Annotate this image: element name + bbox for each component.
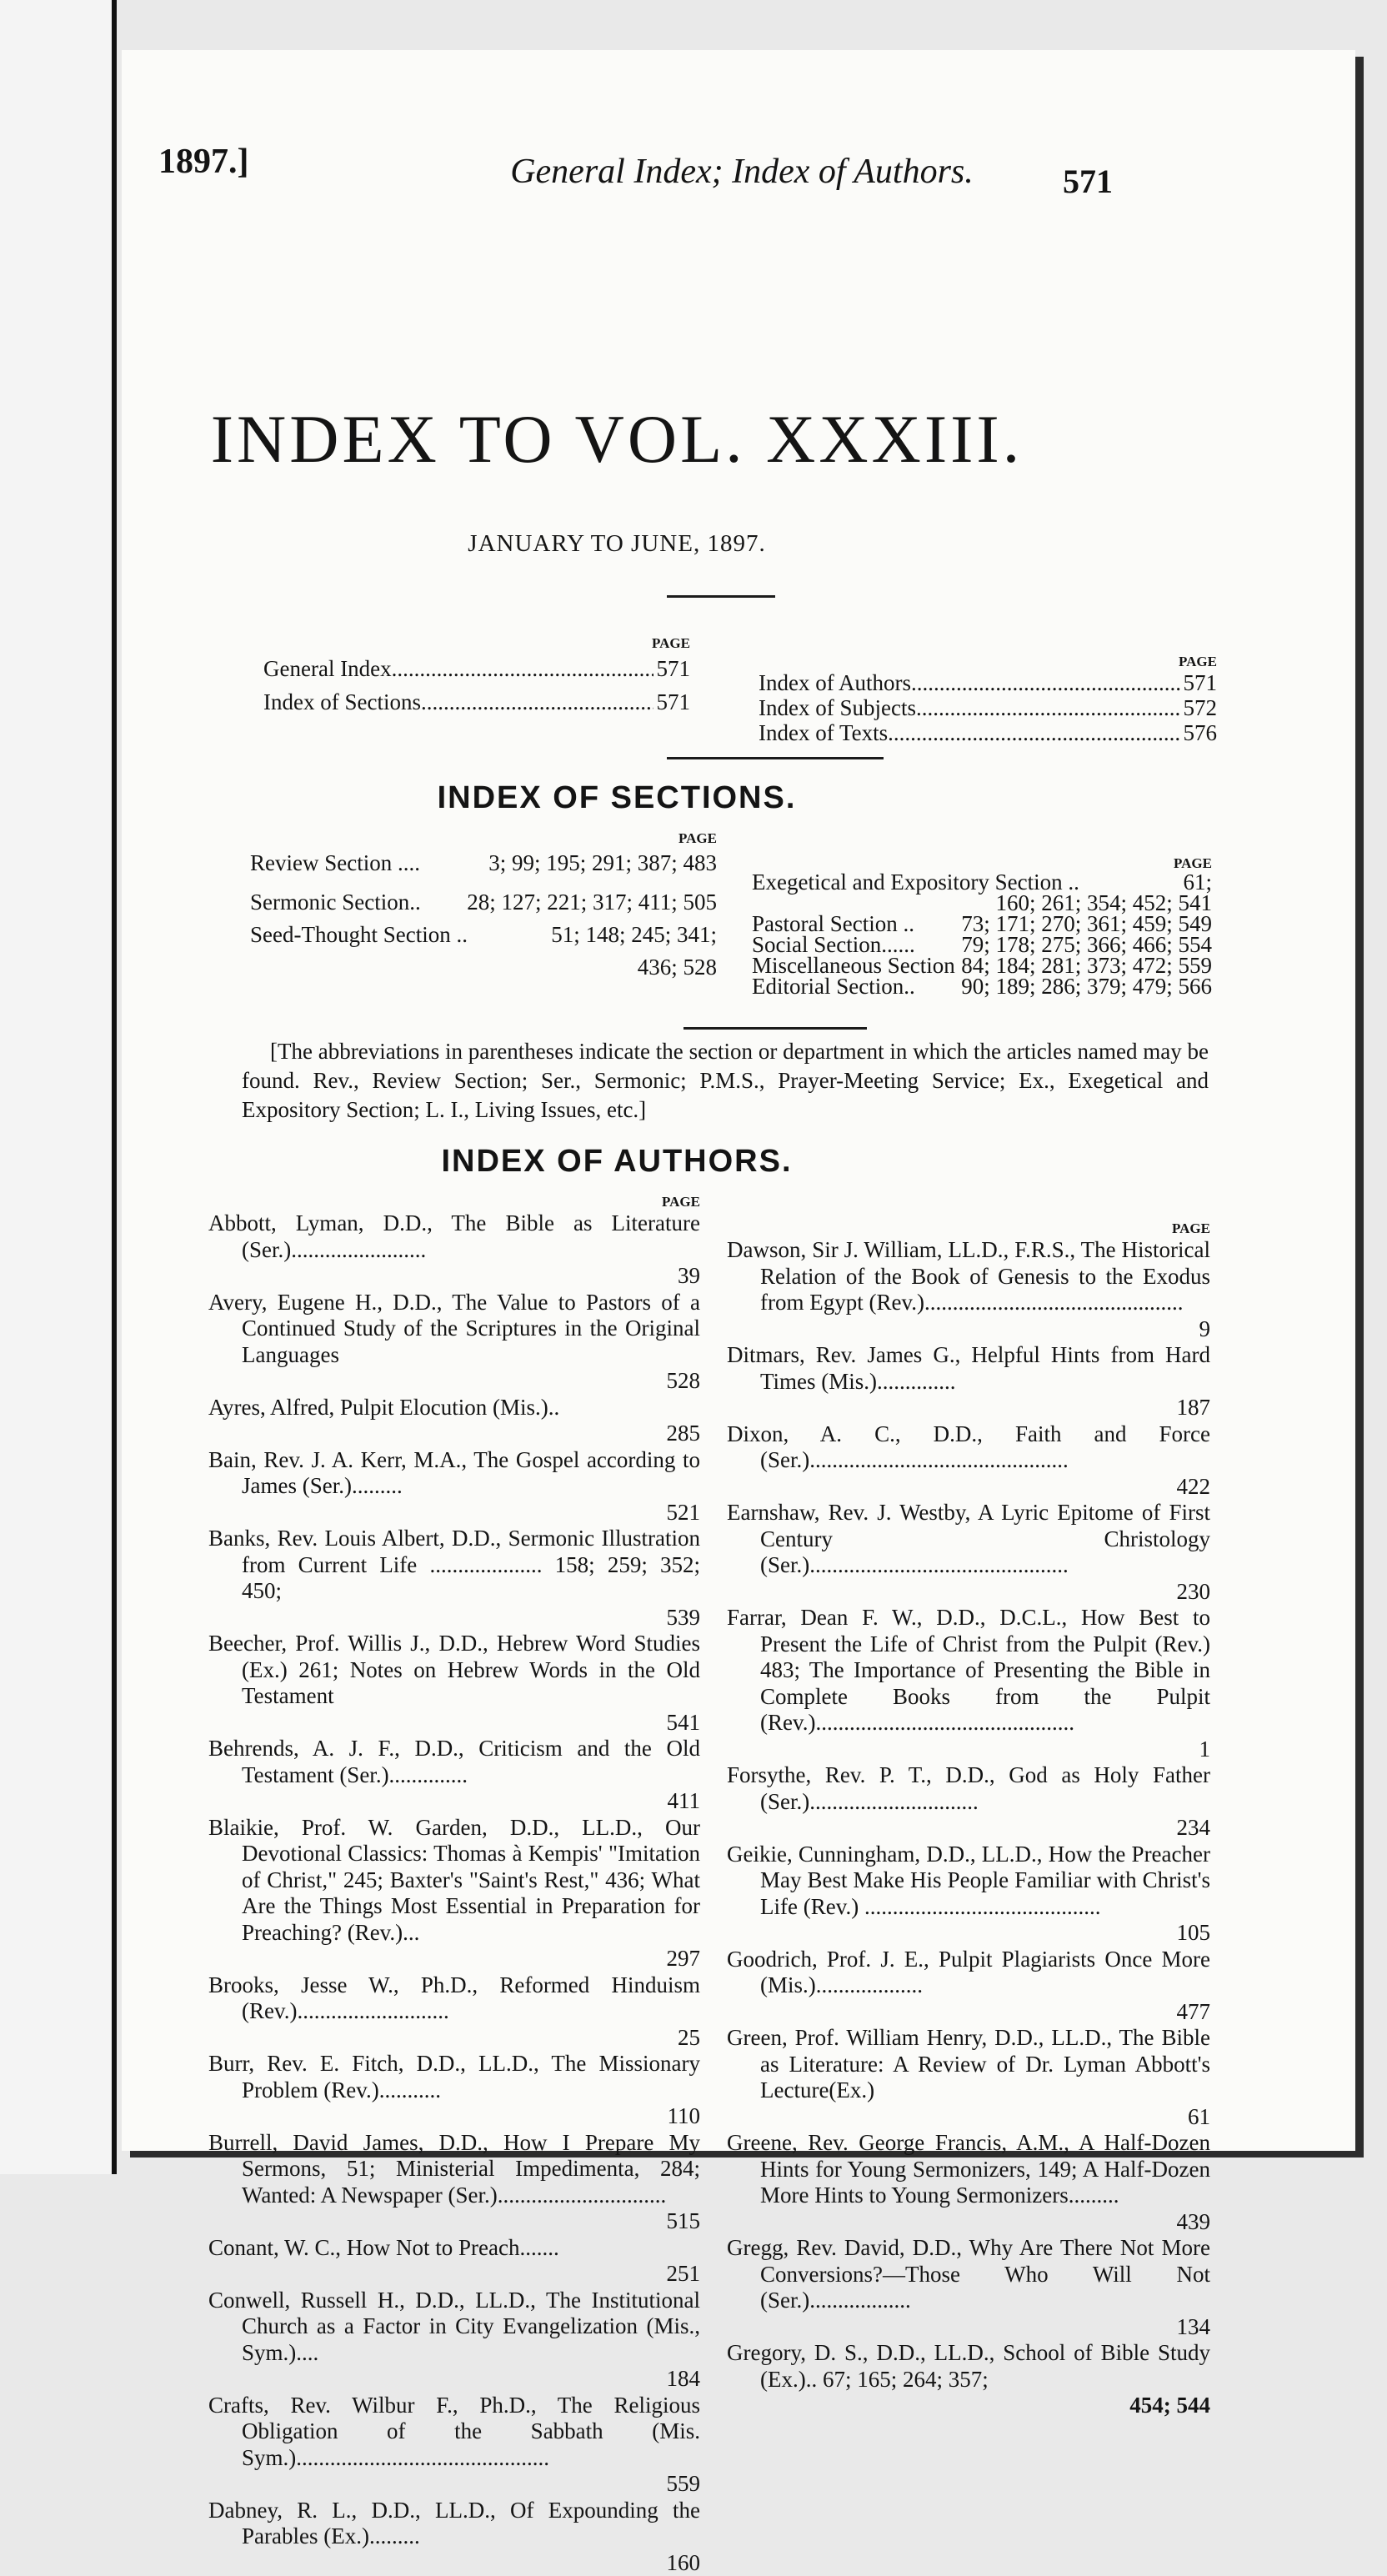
author-entry-text: Behrends, A. J. F., D.D., Criticism and the Old Testament (Ser.).............. — [208, 1736, 700, 1788]
author-entry — [727, 1762, 1210, 1842]
author-entry-text: Burr, Rev. E. Fitch, D.D., LL.D., The Missionary Problem (Rev.)........... — [208, 2051, 700, 2103]
author-entry — [727, 1421, 1210, 1501]
author-entry-text: Gregory, D. S., D.D., LL.D., School of Bible Study (Ex.).. 67; 165; 264; 357; — [727, 2340, 1210, 2393]
author-entry — [727, 1237, 1210, 1342]
section-pages: 84; 184; 281; 373; 472; 559 — [961, 955, 1212, 976]
author-entry-page: 521 — [208, 1500, 700, 1526]
section-name: Seed-Thought Section .. — [250, 919, 551, 951]
author-entry-page: 454; 544 — [727, 2393, 1210, 2419]
author-entry — [727, 1500, 1210, 1605]
author-entry-text: Earnshaw, Rev. J. Westby, A Lyric Epitome of First Century Christology (Ser.).............................................. — [727, 1500, 1210, 1579]
section-name: Pastoral Section .. — [752, 914, 961, 935]
author-entry — [727, 2130, 1210, 2235]
sections-page-label: PAGE — [752, 855, 1212, 872]
authors-right-column — [727, 1220, 1210, 2419]
author-entry-text: Geikie, Cunningham, D.D., LL.D., How the Preacher May Best Make His People Familiar with Christ's Life (Rev.) .......................................... — [727, 1842, 1210, 1921]
page-number: 571 — [1063, 162, 1113, 201]
author-entry — [208, 1447, 700, 1526]
contents-item — [759, 670, 1217, 695]
author-entry-text: Ayres, Alfred, Pulpit Elocution (Mis.).. — [208, 1395, 700, 1421]
authors-left-column — [208, 1194, 700, 2576]
author-entry-text: Crafts, Rev. Wilbur F., Ph.D., The Religious Obligation of the Sabbath (Mis. Sym.)............................................. — [208, 2393, 700, 2472]
leader-dots — [421, 685, 653, 719]
sections-left — [250, 840, 717, 984]
author-entry — [727, 1605, 1210, 1762]
author-entry — [208, 1395, 700, 1447]
leader-dots — [888, 720, 1179, 745]
author-entry — [208, 2130, 700, 2235]
author-entry-text: Brooks, Jesse W., Ph.D., Reformed Hinduism (Rev.)........................... — [208, 1972, 700, 2025]
section-name: Sermonic Section.. — [250, 886, 467, 919]
author-entry — [208, 2288, 700, 2393]
author-entry-page: 39 — [208, 1263, 700, 1290]
section-pages-continued: 160; 261; 354; 452; 541 — [752, 893, 1212, 914]
section-pages: 61; — [1183, 872, 1212, 893]
contents-rule — [667, 757, 884, 759]
author-entry-text: Forsythe, Rev. P. T., D.D., God as Holy Father (Ser.).............................. — [727, 1762, 1210, 1815]
author-entry-text: Goodrich, Prof. J. E., Pulpit Plagiarists Once More (Mis.)................... — [727, 1947, 1210, 1999]
index-subtitle: JANUARY TO JUNE, 1897. — [158, 530, 1075, 558]
contents-left — [263, 635, 690, 719]
contents-page-label: PAGE — [263, 635, 690, 652]
author-entry-page: 134 — [727, 2314, 1210, 2341]
author-entry-page: 559 — [208, 2471, 700, 2498]
author-entry-page: 187 — [727, 1395, 1210, 1421]
contents-item-label: General Index — [263, 652, 392, 685]
contents-item — [263, 652, 690, 685]
author-entry-page: 110 — [208, 2103, 700, 2130]
authors-page-label: PAGE — [208, 1194, 700, 1210]
header-year: 1897.] — [158, 142, 249, 182]
author-entry-page: 539 — [208, 1605, 700, 1631]
author-entry-page: 411 — [208, 1788, 700, 1815]
section-pages: 73; 171; 270; 361; 459; 549 — [961, 914, 1212, 935]
running-title: General Index; Index of Authors. — [400, 152, 1084, 192]
author-entry-text: Green, Prof. William Henry, D.D., LL.D., The Bible as Literature: A Review of Dr. Lyman Abbott's Lecture(Ex.) — [727, 2025, 1210, 2104]
contents-item-page: 576 — [1180, 720, 1218, 745]
author-entry-text: Conant, W. C., How Not to Preach....... — [208, 2235, 700, 2262]
sections-heading: INDEX OF SECTIONS. — [158, 780, 1075, 816]
author-entry-text: Greene, Rev. George Francis, A.M., A Half-Dozen Hints for Young Sermonizers, 149; A Half-Dozen More Hints to Young Sermonizers......... — [727, 2130, 1210, 2209]
facing-page-edge — [0, 0, 117, 2174]
author-entry-text: Dixon, A. C., D.D., Faith and Force (Ser.).............................................. — [727, 1421, 1210, 1474]
author-entry — [727, 1342, 1210, 1421]
section-name: Editorial Section.. — [752, 976, 961, 997]
author-entry-page: 25 — [208, 2025, 700, 2052]
author-entry-page: 297 — [208, 1946, 700, 1972]
contents-item-page: 572 — [1180, 695, 1218, 720]
author-entry-text: Dabney, R. L., D.D., LL.D., Of Expounding the Parables (Ex.)......... — [208, 2498, 700, 2550]
authors-heading: INDEX OF AUTHORS. — [158, 1144, 1075, 1180]
author-entry-text: Burrell, David James, D.D., How I Prepare My Sermons, 51; Ministerial Impedimenta, 284; Wanted: A Newspaper (Ser.).............................. — [208, 2130, 700, 2209]
title-rule — [667, 595, 775, 598]
section-entry — [250, 886, 717, 919]
contents-item — [759, 720, 1217, 745]
author-entry-text: Avery, Eugene H., D.D., The Value to Pastors of a Continued Study of the Scriptures in the Original Languages — [208, 1290, 700, 1369]
author-entry-page: 184 — [208, 2366, 700, 2393]
contents-page-label: PAGE — [759, 654, 1217, 670]
section-pages: 28; 127; 221; 317; 411; 505 — [467, 886, 717, 919]
author-entry — [208, 2235, 700, 2288]
author-entry — [208, 1736, 700, 1815]
author-entry — [208, 2393, 700, 2498]
author-entry-text: Bain, Rev. J. A. Kerr, M.A., The Gospel according to James (Ser.)......... — [208, 1447, 700, 1500]
contents-item-label: Index of Authors — [759, 670, 911, 695]
contents-item-page: 571 — [653, 685, 691, 719]
contents-item-label: Index of Subjects — [759, 695, 916, 720]
leader-dots — [916, 695, 1180, 720]
contents-item — [759, 695, 1217, 720]
section-entry — [250, 847, 717, 880]
author-entry-text: Farrar, Dean F. W., D.D., D.C.L., How Best to Present the Life of Christ from the Pulpit (Rev.) 483; The Importance of Presenting the Bible in Complete Books from the Pulpit (Rev.).............................................. — [727, 1605, 1210, 1737]
author-entry — [208, 1815, 700, 1972]
author-entry — [727, 2340, 1210, 2419]
author-entry-page: 285 — [208, 1421, 700, 1447]
author-entry-page: 9 — [727, 1316, 1210, 1343]
section-pages: 51; 148; 245; 341; — [551, 919, 717, 951]
author-entry-page: 422 — [727, 1474, 1210, 1501]
leader-dots — [392, 652, 653, 685]
author-entry — [727, 1842, 1210, 1947]
author-entry — [208, 1972, 700, 2052]
author-entry-text: Gregg, Rev. David, D.D., Why Are There Not More Conversions?—Those Who Will Not (Ser.).................. — [727, 2235, 1210, 2314]
abbreviations-note: [The abbreviations in parentheses indicate the section or department in which the articles named may be found. Rev., Review Section; Ser., Sermonic; P.M.S., Prayer-Meeting Service; Ex., Exegetical and Expository Section; L. I., Living Issues, etc.] — [242, 1037, 1209, 1125]
author-entry — [208, 2051, 700, 2130]
section-pages-continued: 436; 528 — [250, 951, 717, 984]
author-entry-text: Blaikie, Prof. W. Garden, D.D., LL.D., Our Devotional Classics: Thomas à Kempis' "Imitation of Christ," 245; Baxter's "Saint's Rest," 436; What Are the Things Most Essential in Preparation for Preaching? (Rev.)... — [208, 1815, 700, 1947]
author-entry-page: 234 — [727, 1815, 1210, 1842]
author-entry — [208, 1210, 700, 1290]
sections-right — [752, 867, 1212, 997]
contents-right — [759, 654, 1217, 745]
section-entry — [752, 976, 1212, 997]
section-name: Social Section...... — [752, 935, 961, 955]
author-entry-text: Abbott, Lyman, D.D., The Bible as Literature (Ser.)........................ — [208, 1210, 700, 1263]
leader-dots — [911, 670, 1180, 695]
contents-item-page: 571 — [1180, 670, 1218, 695]
author-entry — [208, 1526, 700, 1631]
author-entry-text: Banks, Rev. Louis Albert, D.D., Sermonic Illustration from Current Life .................... 158; 259; 352; 450; — [208, 1526, 700, 1605]
author-entry-page: 1 — [727, 1737, 1210, 1763]
sections-rule — [683, 1027, 867, 1030]
author-entry-text: Ditmars, Rev. James G., Helpful Hints from Hard Times (Mis.).............. — [727, 1342, 1210, 1395]
author-entry-text: Beecher, Prof. Willis J., D.D., Hebrew Word Studies (Ex.) 261; Notes on Hebrew Words in the Old Testament — [208, 1631, 700, 1710]
section-pages: 3; 99; 195; 291; 387; 483 — [488, 847, 717, 880]
sections-page-label: PAGE — [250, 830, 717, 847]
contents-item-label: Index of Sections — [263, 685, 421, 719]
author-entry-page: 528 — [208, 1368, 700, 1395]
author-entry-page: 105 — [727, 1920, 1210, 1947]
section-entry — [250, 919, 717, 951]
contents-item — [263, 685, 690, 719]
author-entry — [727, 2235, 1210, 2340]
author-entry-page: 477 — [727, 1999, 1210, 2026]
author-entry-page: 541 — [208, 1710, 700, 1737]
author-entry — [208, 1290, 700, 1395]
author-entry-page: 439 — [727, 2209, 1210, 2236]
author-entry-page: 230 — [727, 1579, 1210, 1606]
author-entry — [208, 2498, 700, 2576]
section-pages: 90; 189; 286; 379; 479; 566 — [961, 976, 1212, 997]
author-entry-text: Conwell, Russell H., D.D., LL.D., The Institutional Church as a Factor in City Evangelization (Mis., Sym.).... — [208, 2288, 700, 2367]
author-entry — [208, 1631, 700, 1736]
author-entry-page: 160 — [208, 2550, 700, 2576]
section-name: Review Section .... — [250, 847, 488, 880]
section-pages: 79; 178; 275; 366; 466; 554 — [961, 935, 1212, 955]
section-name: Exegetical and Expository Section .. — [752, 872, 1183, 893]
author-entry-page: 515 — [208, 2208, 700, 2235]
author-entry-page: 251 — [208, 2261, 700, 2288]
section-name: Miscellaneous Section — [752, 955, 961, 976]
index-title: INDEX TO VOL. XXXIII. — [158, 400, 1075, 479]
author-entry-page: 61 — [727, 2104, 1210, 2131]
contents-item-page: 571 — [653, 652, 691, 685]
contents-item-label: Index of Texts — [759, 720, 888, 745]
author-entry-text: Dawson, Sir J. William, LL.D., F.R.S., The Historical Relation of the Book of Genesis to the Exodus from Egypt (Rev.).............................................. — [727, 1237, 1210, 1316]
author-entry — [727, 2025, 1210, 2130]
author-entry — [727, 1947, 1210, 2026]
authors-page-label: PAGE — [727, 1220, 1210, 1237]
